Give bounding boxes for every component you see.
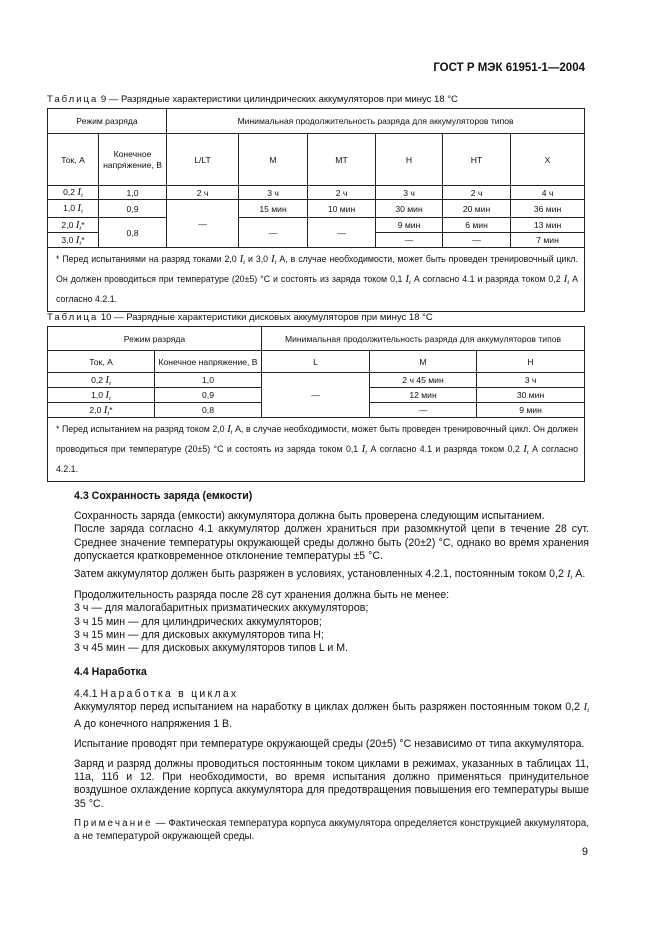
table10-type-l: L	[262, 351, 370, 373]
table9-r4-current: 3,0 $I_t*$	[48, 233, 99, 248]
document-code: ГОСТ Р МЭК 61951-1—2004	[433, 62, 585, 74]
table9-r3-voltage: 0,8	[99, 218, 167, 248]
paragraph: Продолжительность разряда после 28 сут хранения должна быть не менее:	[74, 589, 450, 602]
table9-head-mode: Режим разряда	[48, 109, 167, 134]
table9-mt-merged: —	[308, 218, 376, 248]
table10-caption-text: 10 — Разрядные характеристики дисковых аккумуляторов при минус 18 °С	[100, 312, 433, 323]
paragraph: Испытание проводят при температуре окружающей среды (20±5) °С независимо от типа аккумулятора.	[74, 737, 585, 750]
table9-type-m: M	[239, 134, 308, 186]
section-4-4-heading: 4.4 Наработка	[74, 666, 147, 678]
table-cell: 36 мин	[511, 200, 585, 218]
table9-r1-voltage: 1,0	[99, 186, 167, 200]
table-cell: 0,8	[155, 403, 262, 418]
table-cell: 30 мин	[376, 200, 443, 218]
table-cell: 2 ч	[308, 186, 376, 200]
table9-type-l: L/LT	[167, 134, 239, 186]
table9-ll-merged: —	[167, 200, 239, 248]
table10-type-m: M	[370, 351, 477, 373]
paragraph: Затем аккумулятор должен быть разряжен в условиях, установленных 4.2.1, постоянным током 0,2 $I_t$ А.	[74, 568, 586, 582]
table10-head-min: Минимальная продолжительность разряда для аккумуляторов типов	[262, 327, 585, 351]
table9-r2-current: 1,0 $I_t$	[48, 200, 99, 218]
table9-type-ht: HT	[443, 134, 511, 186]
list-item: 3 ч 45 мин — для дисковых аккумуляторов типов L и М.	[74, 642, 348, 655]
table10-r1-current: 0,2 $I_t$	[48, 373, 155, 388]
table10	[47, 326, 585, 482]
table9-m-merged: —	[239, 218, 308, 248]
page-number: 9	[581, 846, 588, 858]
subsection-title: 4.4.1 Наработка в циклах	[74, 688, 239, 701]
table-cell: 3 ч	[477, 373, 585, 388]
table-cell: —	[376, 233, 443, 248]
table9-r1-current: 0,2 $I_t$	[48, 186, 99, 200]
list-item: 3 ч 15 мин — для дисковых аккумуляторов типа Н;	[74, 628, 324, 641]
table9-type-h: H	[376, 134, 443, 186]
table-cell: 4 ч	[511, 186, 585, 200]
table10-caption-word: Таблица	[47, 312, 99, 323]
table9-head-min: Минимальная продолжительность разряда для аккумуляторов типов	[167, 109, 585, 134]
table-cell: 2 ч 45 мин	[370, 373, 477, 388]
table-cell: 10 мин	[308, 200, 376, 218]
table-cell: 9 мин	[376, 218, 443, 233]
table9-r3-current: 2,0 $I_t*$	[48, 218, 99, 233]
table10-r3-current: 2,0 $I_t*$	[48, 403, 155, 418]
table9-footnote: * Перед испытаниями на разряд токами 2,0 $I_t$ и 3,0 $I_t$ А, в случае необходимости, может быть проведен тренировочный цикл. Он должен проводиться при температуре (20±5) °С и состоять из заряда током 0,1 $I_t$ А согласно 4.1 и разряда током 0,2 $I_t$ А согласно 4.2.1.	[48, 248, 585, 312]
table-cell: 1,0	[155, 373, 262, 388]
table9-caption	[47, 94, 458, 105]
table-cell: —	[370, 403, 477, 418]
table10-r2-current: 1,0 $I_t$	[48, 388, 155, 403]
section-4-4	[74, 666, 589, 843]
table-cell: 13 мин	[511, 218, 585, 233]
table-cell: 15 мин	[239, 200, 308, 218]
table10-caption	[47, 312, 433, 323]
table-cell: 9 мин	[477, 403, 585, 418]
table9-type-mt: MT	[308, 134, 376, 186]
table-cell: 2 ч	[167, 186, 239, 200]
table9-caption-text: 9 — Разрядные характеристики цилиндрических аккумуляторов при минус 18 °С	[100, 94, 458, 105]
list-item: 3 ч — для малогабаритных призматических аккумуляторов;	[74, 602, 369, 615]
table-cell: 0,9	[155, 388, 262, 403]
table9-col-voltage: Конечное напряжение, В	[99, 134, 167, 186]
table-cell: 2 ч	[443, 186, 511, 200]
table9-caption-word: Таблица	[47, 94, 99, 105]
paragraph: После заряда согласно 4.1 аккумулятор должен храниться при разомкнутой цепи в течение 28 сут. Среднее значение температуры окружающей среды должно быть (20±2) °С, однако во время хранения допускается кратковременное отклонение температуры ±5 °С.	[74, 523, 589, 562]
note: Примечание — Фактическая температура корпуса аккумулятора определяется конструкцией аккумулятора, а не температурой окружающей среды.	[74, 817, 589, 842]
table-cell: 3 ч	[376, 186, 443, 200]
section-4-3-heading: 4.3 Сохранность заряда (емкости)	[74, 490, 253, 502]
table10-footnote: * Перед испытанием на разряд током 2,0 $I_t$ А, в случае необходимости, может быть проведен тренировочный цикл. Он должен проводиться при температуре (20±5) °С и состоять из заряда током 0,1 $I_t$ А согласно 4.1 и разряда током 0,2 $I_t$ А согласно 4.2.1.	[48, 418, 585, 482]
table9-col-current: Ток, А	[48, 134, 99, 186]
section-4-3	[74, 490, 589, 655]
table10-head-mode: Режим разряда	[48, 327, 262, 351]
table10-type-h: H	[477, 351, 585, 373]
table-cell: 30 мин	[477, 388, 585, 403]
table-cell: 3 ч	[239, 186, 308, 200]
paragraph: Аккумулятор перед испытанием на наработку в циклах должен быть разряжен постоянным током 0,2 $I_t$ А до конечного напряжения 1 В.	[74, 701, 589, 730]
table10-col-voltage: Конечное напряжение, В	[155, 351, 262, 373]
table10-col-current: Ток, А	[48, 351, 155, 373]
table10-l-merged: —	[262, 373, 370, 418]
paragraph: Сохранность заряда (емкости) аккумулятора должна быть проверена следующим испытанием.	[74, 510, 545, 523]
table9-type-x: X	[511, 134, 585, 186]
table9	[47, 108, 585, 312]
list-item: 3 ч 15 мин — для цилиндрических аккумуляторов;	[74, 615, 322, 628]
table-cell: —	[443, 233, 511, 248]
table-cell: 6 мин	[443, 218, 511, 233]
table-cell: 7 мин	[511, 233, 585, 248]
table-cell: 20 мин	[443, 200, 511, 218]
table9-r2-voltage: 0,9	[99, 200, 167, 218]
paragraph: Заряд и разряд должны проводиться постоянным током циклами в режимах, указанных в таблицах 11, 11а, 11б и 12. При необходимости, во время испытания должно применяться принудительное воздушное охлаждение корпуса аккумулятора для предотвращения повышения его температуры выше 35 °С.	[74, 758, 589, 810]
table-cell: 12 мин	[370, 388, 477, 403]
